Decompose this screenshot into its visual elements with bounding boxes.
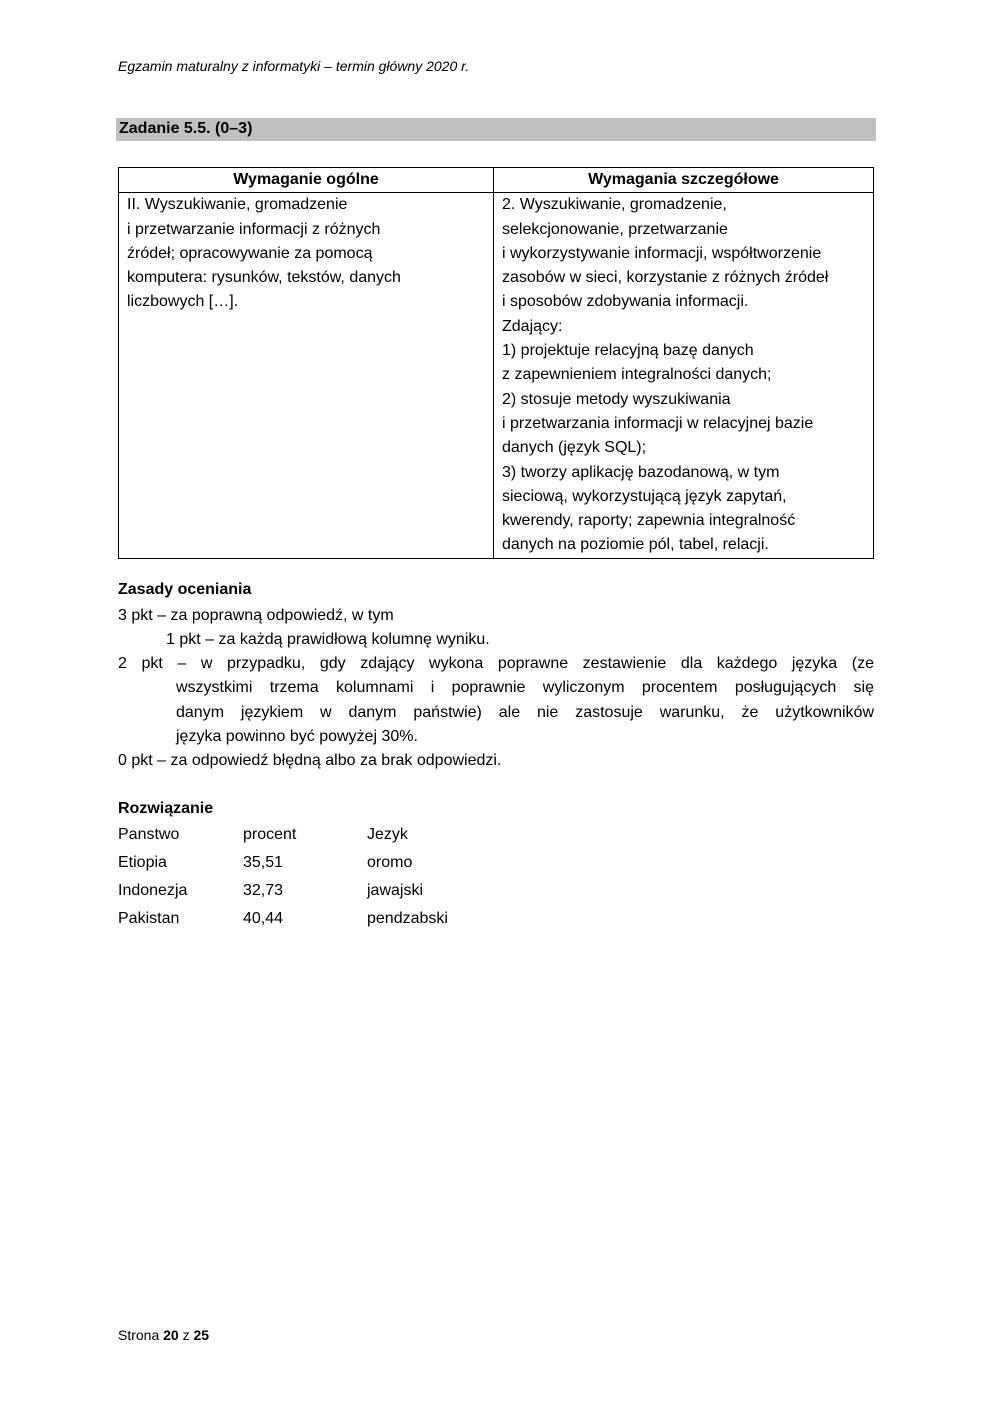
detailed-line: 3) tworzy aplikację bazodanową, w tym (502, 463, 780, 481)
requirements-table (118, 167, 874, 559)
general-line: źródeł; opracowywanie za pomocą (127, 244, 373, 262)
solution-header-cell: Jezyk (367, 826, 408, 843)
scoring-2pkt (118, 652, 874, 749)
scoring-2pkt-line: wszystkimi trzema kolumnami i poprawnie wyliczonym procentem posługujących się (176, 679, 874, 697)
scoring-title: Zasady oceniania (118, 581, 252, 598)
solution-cell: Pakistan (118, 910, 180, 927)
task-title: Zadanie 5.5. (0–3) (119, 120, 253, 137)
solution-header-cell: procent (243, 826, 297, 843)
detailed-requirements-cell (494, 193, 874, 558)
footer-middle: z (178, 1327, 194, 1343)
scoring-0pkt: 0 pkt – za odpowiedź błędną albo za brak odpowiedzi. (118, 752, 502, 769)
detailed-line: i sposobów zdobywania informacji. (502, 293, 749, 311)
general-requirement-cell (119, 193, 494, 558)
detailed-line: z zapewnieniem integralności danych; (502, 366, 772, 384)
requirements-col2-header: Wymagania szczegółowe (494, 168, 874, 193)
detailed-line: 1) projektuje relacyjną bazę danych (502, 342, 754, 360)
solution-title: Rozwiązanie (118, 800, 214, 817)
general-line: i przetwarzanie informacji z różnych (127, 220, 381, 238)
page-header: Egzamin maturalny z informatyki – termin główny 2020 r. (118, 58, 470, 74)
solution-cell: Etiopia (118, 854, 167, 871)
detailed-line: 2) stosuje metody wyszukiwania (502, 390, 731, 408)
detailed-line: danych (język SQL); (502, 439, 647, 457)
requirements-col1-header: Wymaganie ogólne (119, 168, 494, 193)
solution-cell: 40,44 (243, 910, 284, 927)
general-line: komputera: rysunków, tekstów, danych (127, 269, 401, 287)
detailed-line: sieciową, wykorzystującą język zapytań, (502, 487, 787, 505)
scoring-3pkt-sub: 1 pkt – za każdą prawidłową kolumnę wyniku. (166, 631, 490, 648)
detailed-line: zasobów w sieci, korzystanie z różnych źródeł (502, 269, 829, 287)
footer-total-pages: 25 (193, 1327, 210, 1343)
solution-cell: Indonezja (118, 882, 188, 899)
detailed-line: 2. Wyszukiwanie, gromadzenie, (502, 196, 727, 214)
solution-cell: 32,73 (243, 882, 284, 899)
detailed-line: kwerendy, raporty; zapewnia integralność (502, 512, 796, 530)
solution-header-cell: Panstwo (118, 826, 180, 843)
footer-page-number: 20 (163, 1327, 179, 1343)
detailed-line: i wykorzystywanie informacji, współtworzenie (502, 244, 822, 262)
general-line: liczbowych […]. (127, 293, 239, 311)
detailed-line: danych na poziomie pól, tabel, relacji. (502, 536, 769, 554)
page-footer (118, 1327, 209, 1343)
solution-cell: 35,51 (243, 854, 284, 871)
scoring-2pkt-line: języka powinno być powyżej 30%. (176, 727, 418, 745)
solution-cell: oromo (367, 854, 413, 871)
solution-cell: pendzabski (367, 910, 448, 927)
scoring-3pkt: 3 pkt – za poprawną odpowiedź, w tym (118, 607, 394, 624)
detailed-line: selekcjonowanie, przetwarzanie (502, 220, 728, 238)
solution-cell: jawajski (367, 882, 424, 899)
detailed-line: i przetwarzania informacji w relacyjnej bazie (502, 414, 814, 432)
detailed-line: Zdający: (502, 317, 563, 335)
footer-prefix: Strona (118, 1327, 164, 1343)
scoring-2pkt-line: 2 pkt – w przypadku, gdy zdający wykona poprawne zestawienie dla każdego języka (ze (118, 655, 874, 672)
scoring-2pkt-line: danym językiem w danym państwie) ale nie zastosuje warunku, że użytkowników (176, 703, 874, 721)
task-title-bar (116, 118, 876, 141)
general-line: II. Wyszukiwanie, gromadzenie (127, 196, 348, 214)
